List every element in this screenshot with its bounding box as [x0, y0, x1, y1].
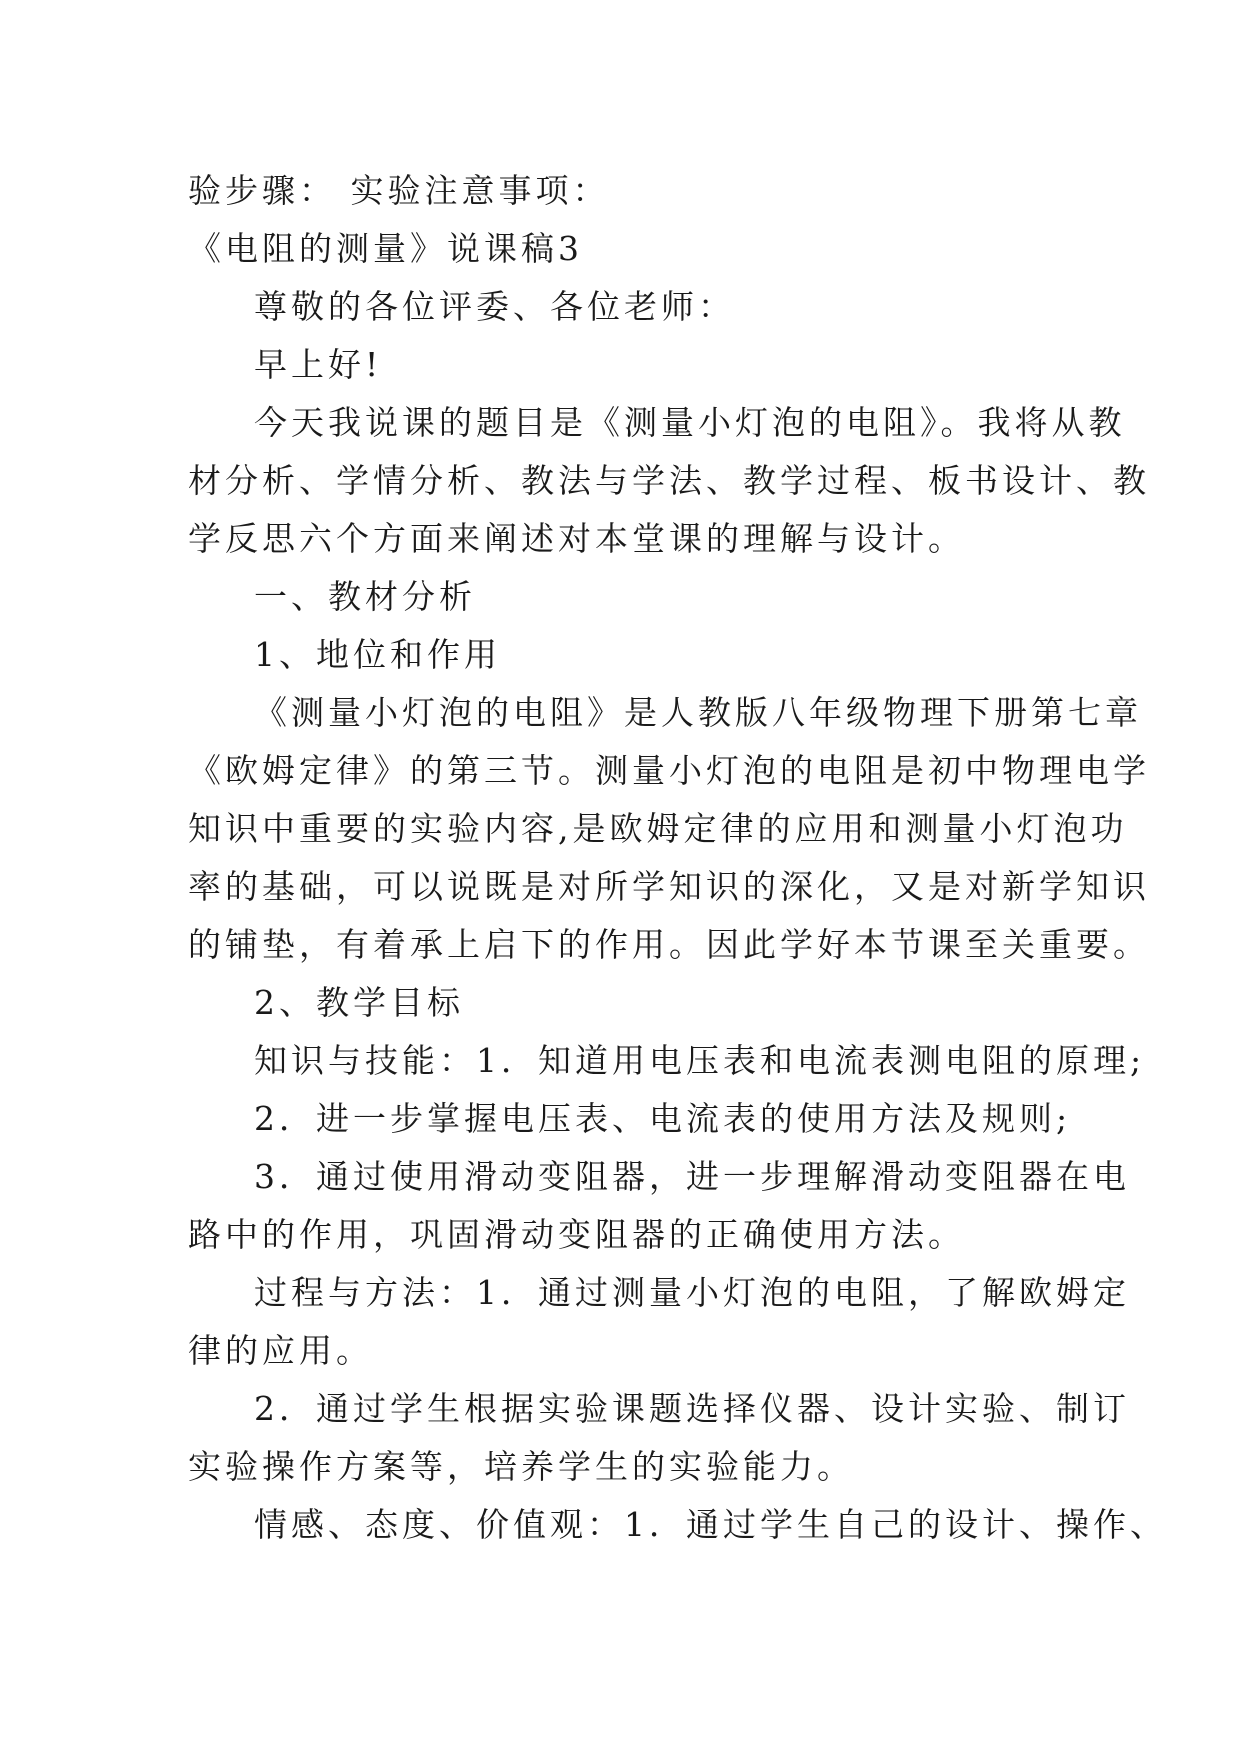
text-line: 路中的作用，巩固滑动变阻器的正确使用方法。 [188, 1215, 965, 1254]
text-line: 早上好! [254, 345, 383, 384]
heading-line: 1、地位和作用 [254, 635, 501, 674]
heading-line: 2、教学目标 [254, 983, 464, 1022]
text-line: 实验操作方案等，培养学生的实验能力。 [188, 1447, 854, 1486]
document-page [188, 162, 1167, 1554]
text-line: 2．进一步掌握电压表、电流表的使用方法及规则; [254, 1099, 1072, 1138]
text-line: 《欧姆定律》的第三节。测量小灯泡的电阻是初中物理电学 [188, 751, 1150, 790]
section-title: 《电阻的测量》说课稿3 [188, 229, 583, 268]
text-line: 学反思六个方面来阐述对本堂课的理解与设计。 [188, 519, 965, 558]
text-line: 情感、态度、价值观：1．通过学生自己的设计、操作、 [254, 1505, 1167, 1544]
text-line: 验步骤： 实验注意事项： [188, 171, 610, 210]
text-line: 的铺垫，有着承上启下的作用。因此学好本节课至关重要。 [188, 925, 1150, 964]
text-line: 3．通过使用滑动变阻器，进一步理解滑动变阻器在电 [254, 1157, 1130, 1196]
text-line: 《测量小灯泡的电阻》是人教版八年级物理下册第七章 [254, 693, 1142, 732]
text-line: 知识与技能：1．知道用电压表和电流表测电阻的原理; [254, 1041, 1146, 1080]
text-line: 率的基础，可以说既是对所学知识的深化，又是对新学知识 [188, 867, 1150, 906]
heading-line: 一、教材分析 [254, 577, 476, 616]
text-line: 材分析、学情分析、教法与学法、教学过程、板书设计、教 [188, 461, 1150, 500]
text-line: 今天我说课的题目是《测量小灯泡的电阻》。我将从教 [254, 403, 1126, 442]
text-line: 2．通过学生根据实验课题选择仪器、设计实验、制订 [254, 1389, 1130, 1428]
text-line: 尊敬的各位评委、各位老师： [254, 287, 735, 326]
text-line: 知识中重要的实验内容,是欧姆定律的应用和测量小灯泡功 [188, 809, 1128, 848]
text-line: 过程与方法：1．通过测量小灯泡的电阻，了解欧姆定 [254, 1273, 1130, 1312]
text-line: 律的应用。 [188, 1331, 373, 1370]
